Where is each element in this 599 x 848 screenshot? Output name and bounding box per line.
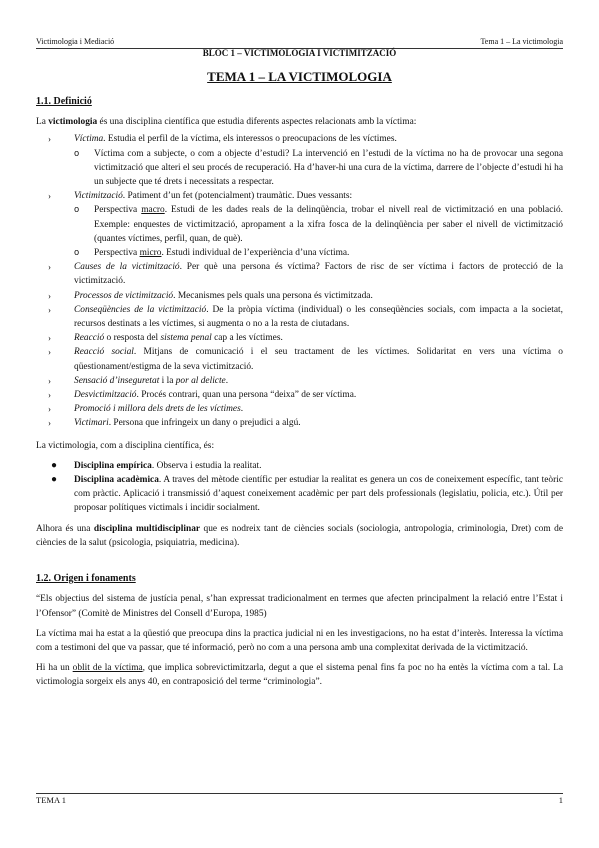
item-text: cap a les víctimes.: [211, 333, 283, 344]
intro-paragraph: [36, 115, 563, 129]
item-text-pre: o resposta del: [104, 333, 161, 344]
item-term: Desvictimització: [74, 390, 137, 401]
sub-item-text: . Estudi individual de l’experiència d’una víctima.: [161, 248, 350, 259]
item-term: Reacció: [74, 333, 105, 344]
item-text: . Estudia el perfil de la víctima, els interessos o preocupacions de les víctimes.: [103, 134, 397, 145]
page-footer: [36, 793, 563, 805]
discipline-list: [36, 459, 563, 516]
paragraph: La víctima mai ha estat a la qüestió que preocupa dins la practica judicial ni en les investigacions, no ha estat d’interès. Interessa la víctima com a testimoni del que va passar, que té informació, però no com a una persona amb una complexitat derivada de la victimització.: [36, 628, 563, 653]
circle-bullet-icon: o: [74, 205, 80, 216]
item-text: .: [225, 375, 229, 386]
paragraph: La victimologia, com a disciplina científica, és:: [36, 440, 215, 451]
sub-list-item: [74, 147, 563, 190]
page-number: 1: [558, 795, 563, 805]
intro-term: victimologia: [48, 117, 98, 128]
dot-bullet-icon: ●: [51, 459, 58, 471]
header-course: Victimologia i Mediació: [36, 37, 115, 46]
item-term: Sensació d’inseguretat: [74, 375, 160, 386]
item-text-pre: i la: [159, 375, 176, 386]
item-term-secondary: por al delicte: [175, 375, 226, 386]
paragraph: [36, 522, 563, 550]
item-text: . Mecanismes pels quals una persona és victimitzada.: [173, 290, 373, 301]
item-term: Disciplina acadèmica: [74, 475, 159, 486]
item-text: . A traves del mètode científic per estudiar la realitat es genera un cos de coneixement específic, tant teòric com pràctic. Aplicació i transmissió d’aquest coneixement acadèmic per part dels professionals (legislatiu, policia, etc.). Útil per proposar polítiques victimals i incidir socialment.: [74, 475, 563, 514]
item-text: . De la pròpia víctima (individual) o les conseqüències socials, com impacta a la societat, recursos destinats a les víctimes, si augmenta o no a la resta de ciutadans.: [74, 304, 563, 330]
paragraph-underlined: oblit de la víctima: [72, 663, 143, 674]
item-term: Processos de victimització: [74, 290, 174, 301]
sub-item-pre: Perspectiva: [94, 248, 140, 259]
aspects-list: [36, 132, 563, 430]
list-item: [36, 289, 563, 303]
item-text: . Persona que infringeix un dany o prejudici a algú.: [108, 418, 301, 429]
section-heading-origen: 1.2. Origen i fonaments: [36, 573, 136, 585]
intro-post: és una disciplina científica que estudia diferents aspectes relacionats amb la víctima:: [97, 117, 417, 128]
arrow-bullet-icon: ›: [48, 375, 51, 386]
quote-paragraph: “Els objectius del sistema de justícia penal, s’han expressat tradicionalment en termes que afecten principalment la relació entre l’Estat i l’Ofensor” (Comitè de Ministres del Consell d’Europa, 1985): [36, 594, 563, 619]
paragraph-pre: Alhora és una: [36, 523, 94, 534]
item-text: . Mitjans de comunicació i el seu tractament de les víctimes. Solidaritat en vers una víctima o qüestionament/estigma de la seva victimització.: [74, 347, 563, 372]
sub-list: [74, 147, 563, 190]
paragraph: [36, 661, 563, 689]
sub-item-pre: Perspectiva: [94, 205, 142, 216]
item-text: . Observa i estudia la realitat.: [151, 460, 262, 471]
paragraph-post: , que implica sobrevictimitzarla, degut a que el sistema penal fins fa poc no ha entès la víctima com a tal. La victimologia sorgeix els anys 40, en contraposició del terme “criminologia”.: [36, 663, 563, 688]
item-term: Víctima: [74, 134, 104, 145]
list-item: [36, 374, 563, 388]
footer-label: TEMA 1: [36, 795, 66, 805]
circle-bullet-icon: o: [74, 248, 80, 259]
list-item: [36, 260, 563, 288]
item-term: Conseqüències de la victimització: [74, 304, 207, 315]
list-item: [36, 402, 563, 416]
arrow-bullet-icon: ›: [48, 191, 51, 202]
sub-list-item: [74, 246, 563, 260]
item-term: Causes de la victimització: [74, 262, 180, 273]
arrow-bullet-icon: ›: [48, 290, 51, 301]
header-topic: Tema 1 – La victimologia: [480, 37, 563, 46]
paragraph-pre: Hi ha un: [36, 663, 73, 674]
arrow-bullet-icon: ›: [48, 390, 51, 401]
circle-bullet-icon: o: [74, 148, 80, 159]
arrow-bullet-icon: ›: [48, 333, 51, 344]
arrow-bullet-icon: ›: [48, 404, 51, 415]
spacer: [36, 431, 563, 439]
arrow-bullet-icon: ›: [48, 347, 51, 358]
item-term: Victimització: [74, 191, 123, 202]
item-term-secondary: sistema penal: [160, 333, 212, 344]
sub-list: [74, 203, 563, 260]
item-term: Reacció social: [74, 347, 134, 358]
list-item: [36, 132, 563, 189]
list-item: [36, 345, 563, 373]
list-item: [36, 303, 563, 331]
item-text: . Per què una persona és víctima? Factors de risc de ser víctima i factors de protecció de la victimització.: [74, 262, 564, 287]
tema-title: TEMA 1 – LA VICTIMOLOGIA: [207, 69, 392, 84]
sub-item-underlined: macro: [141, 205, 165, 216]
sub-item-text: Víctima com a subjecte, o com a objecte d’estudi? La intervenció en l’estudi de la víctima no ha de provocar una segona victimització que alteri el seu procés de recuperació. Ha d’haver-hi una cura de la víctima, darrere de l’objecte d’estudi hi ha un subjecte que té drets i necessitats a respectar.: [94, 148, 563, 188]
list-item: [36, 388, 563, 402]
list-item: [36, 189, 563, 260]
item-term: Victimari: [74, 418, 109, 429]
section-heading-definicio: 1.1. Definició: [36, 96, 92, 107]
paragraph-term: disciplina multidisciplinar: [93, 523, 201, 534]
sub-item-text: . Estudi de les dades reals de la delinqüència, trobar el nivell real de victimització en una població. Exemple: enquestes de victimització, apropament a la xifra fosca de la delinqüència per saber el nivell de victimització (quantes víctimes, perfil, quan, de què).: [94, 205, 563, 244]
list-item: [36, 331, 563, 345]
arrow-bullet-icon: ›: [48, 134, 51, 145]
item-text: . Procés contrari, quan una persona “deixa” de ser víctima.: [136, 390, 357, 401]
item-term: Disciplina empírica: [74, 460, 152, 471]
sub-list-item: [74, 203, 563, 246]
list-item: [36, 473, 563, 516]
bloc-title: BLOC 1 – VICTIMOLOGIA I VICTIMITZACIÓ: [202, 48, 397, 58]
sub-item-underlined: micro: [139, 248, 162, 259]
spacer: [36, 550, 563, 572]
arrow-bullet-icon: ›: [48, 262, 51, 273]
arrow-bullet-icon: ›: [48, 304, 51, 315]
dot-bullet-icon: ●: [51, 474, 58, 486]
intro-pre: La: [36, 117, 49, 128]
list-item: [36, 459, 563, 473]
item-text: .: [240, 404, 244, 415]
arrow-bullet-icon: ›: [48, 418, 51, 429]
list-item: [36, 416, 563, 430]
item-term: Promoció i millora dels drets de les víctimes: [74, 404, 241, 415]
item-text: . Patiment d’un fet (potencialment) traumàtic. Dues vessants:: [122, 191, 353, 202]
document-body: [36, 95, 563, 690]
paragraph-post: que es nodreix tant de ciències socials (sociologia, antropologia, criminologia, Dret) com de ciències de la salut (psicologia, psiquiatria, medicina).: [36, 523, 563, 548]
